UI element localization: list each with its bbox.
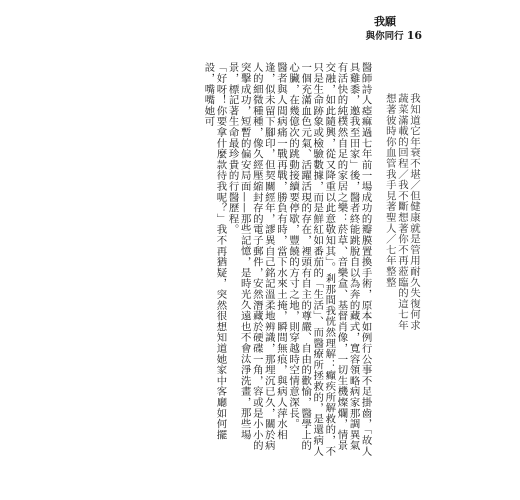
poem-line: 蔬菜滿載的回程／我不斷想著你不再蒞臨的這七年: [395, 93, 408, 331]
header-line2-wrap: [366, 28, 422, 43]
paragraph: 「好呀！你要拿什麼款待我呢？」我不再猶疑，突然很想知道她家中客廳如何擺設，嘴嘴她可: [202, 62, 227, 440]
running-header: [366, 16, 422, 43]
poem-line: 想著彼時你血管我手見著聖人／七年整整: [383, 93, 396, 288]
header-title-line1: 我願: [374, 15, 396, 28]
stanza-gap: [372, 62, 384, 460]
paragraph: 醫者與人間病痛一戰再戰，勝負有時，當下水來土掩，瞬間無痕，與病人萍水相逢，似未留下腳印，但契關經年，謬異自己銘記溫柔地辨識，那埋沉已久，關於病人的細微種種，像久經壓縮封存的電子郵件，安然潛藏於硬碟一角，容或是小小的突擊成功，短暫的偏安局面——那些記憶，是時光久遠也不會汰淨洗畫，那些場景，標記著生命最珍貴的行醫歷程。: [226, 62, 287, 451]
vertical-text-body: [202, 62, 420, 460]
paragraph: 醫師詩人瘂痲過七年前一場成功的瓣膜置換手術，原本如例行公事不足掛齒，「故人具雞黍，邀我至田家」後，醫者終能跳脫自以為奔的藏式，寬容領略病家那調異氣有活快的純樸然自足的家居之樂：菸草、音樂盒、基督肖像，一切生機燦爛，情景交融，如此隨興，從又降重以此意敬知其」。剎那間我恍然理解：癲疾所解救的，不只是生命跡象或檢驗數據，而是鮮紅如番茄的「生活」、而醫療所拯救的，是還病人一個充滿血色元氣、活躍活現的存在，裡頭有自主的尊嚴、自由的歡愉，醫學上的心臟，在幾億次的跳動接續要停歇，豐饒的方寸之地，則穿越時空情意深長。: [287, 62, 372, 457]
poem-line: 我知道它年衰不堪／但健康就是管用耐久失復何求: [408, 93, 420, 331]
page-number: 16: [406, 29, 422, 42]
header-title-line2: 與你同行: [365, 31, 404, 42]
